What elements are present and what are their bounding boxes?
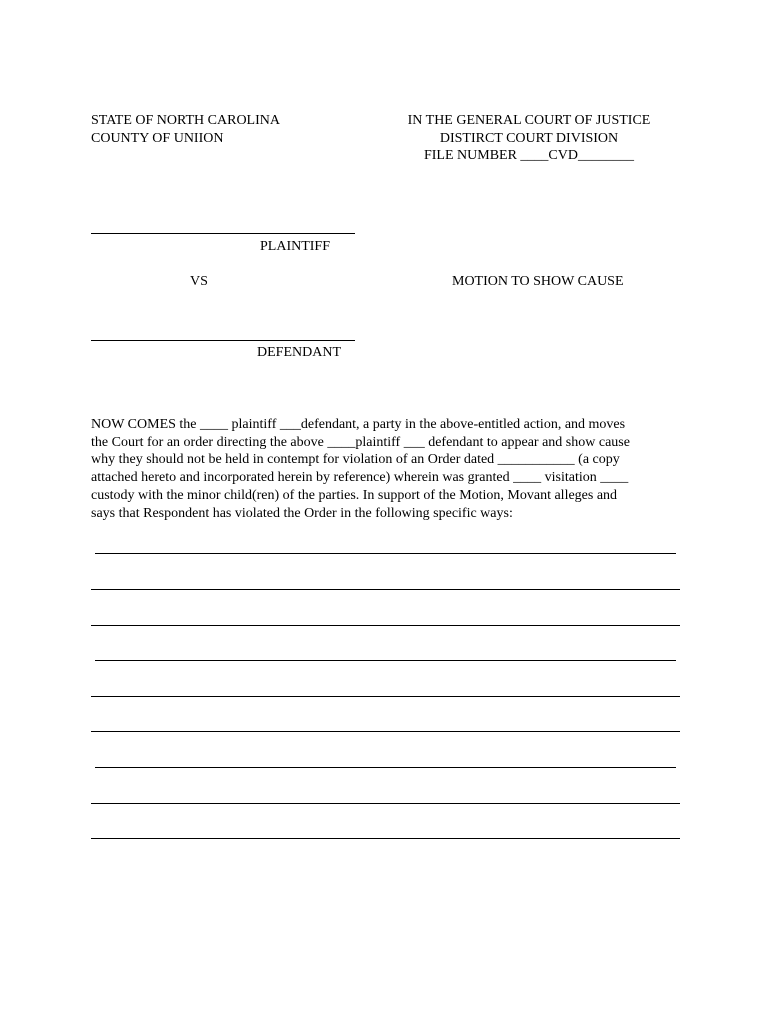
motion-title: MOTION TO SHOW CAUSE — [452, 274, 624, 289]
violation-line-8[interactable] — [91, 803, 680, 804]
body-line: the Court for an order directing the above ____plaintiff ___ defendant to appear and show cause — [91, 434, 630, 450]
state-county-header — [91, 112, 280, 147]
state-name: STATE OF NORTH CAROLINA — [91, 113, 280, 128]
body-line: NOW COMES the ____ plaintiff ___defendant, a party in the above-entitled action, and moves — [91, 417, 626, 432]
file-number[interactable]: FILE NUMBER ____CVD________ — [423, 148, 634, 163]
violation-line-2[interactable] — [91, 589, 680, 590]
court-division: DISTIRCT COURT DIVISION — [439, 130, 619, 146]
violation-line-7[interactable] — [95, 767, 676, 768]
violation-line-5[interactable] — [91, 696, 680, 697]
plaintiff-label: PLAINTIFF — [260, 239, 331, 254]
body-line: says that Respondent has violated the Order in the following specific ways: — [91, 505, 513, 521]
violation-line-1[interactable] — [95, 553, 676, 554]
violation-line-6[interactable] — [91, 731, 680, 732]
county-name: COUNTY OF UNIION — [91, 130, 224, 146]
motion-body-paragraph — [91, 416, 681, 522]
body-line: attached hereto and incorporated herein by reference) wherein was granted ____ visitation ____ — [91, 470, 629, 486]
versus-label: VS — [190, 274, 208, 289]
court-header — [395, 112, 663, 165]
plaintiff-name-line[interactable] — [91, 233, 355, 234]
violation-line-4[interactable] — [95, 660, 676, 661]
court-name: IN THE GENERAL COURT OF JUSTICE — [407, 113, 651, 128]
body-line: custody with the minor child(ren) of the parties. In support of the Motion, Movant alleges and — [91, 487, 618, 503]
defendant-name-line[interactable] — [91, 340, 355, 341]
body-line: why they should not be held in contempt for violation of an Order dated ___________ (a copy — [91, 452, 620, 468]
violation-line-9[interactable] — [91, 838, 680, 839]
defendant-label: DEFENDANT — [257, 345, 341, 360]
violation-line-3[interactable] — [91, 625, 680, 626]
